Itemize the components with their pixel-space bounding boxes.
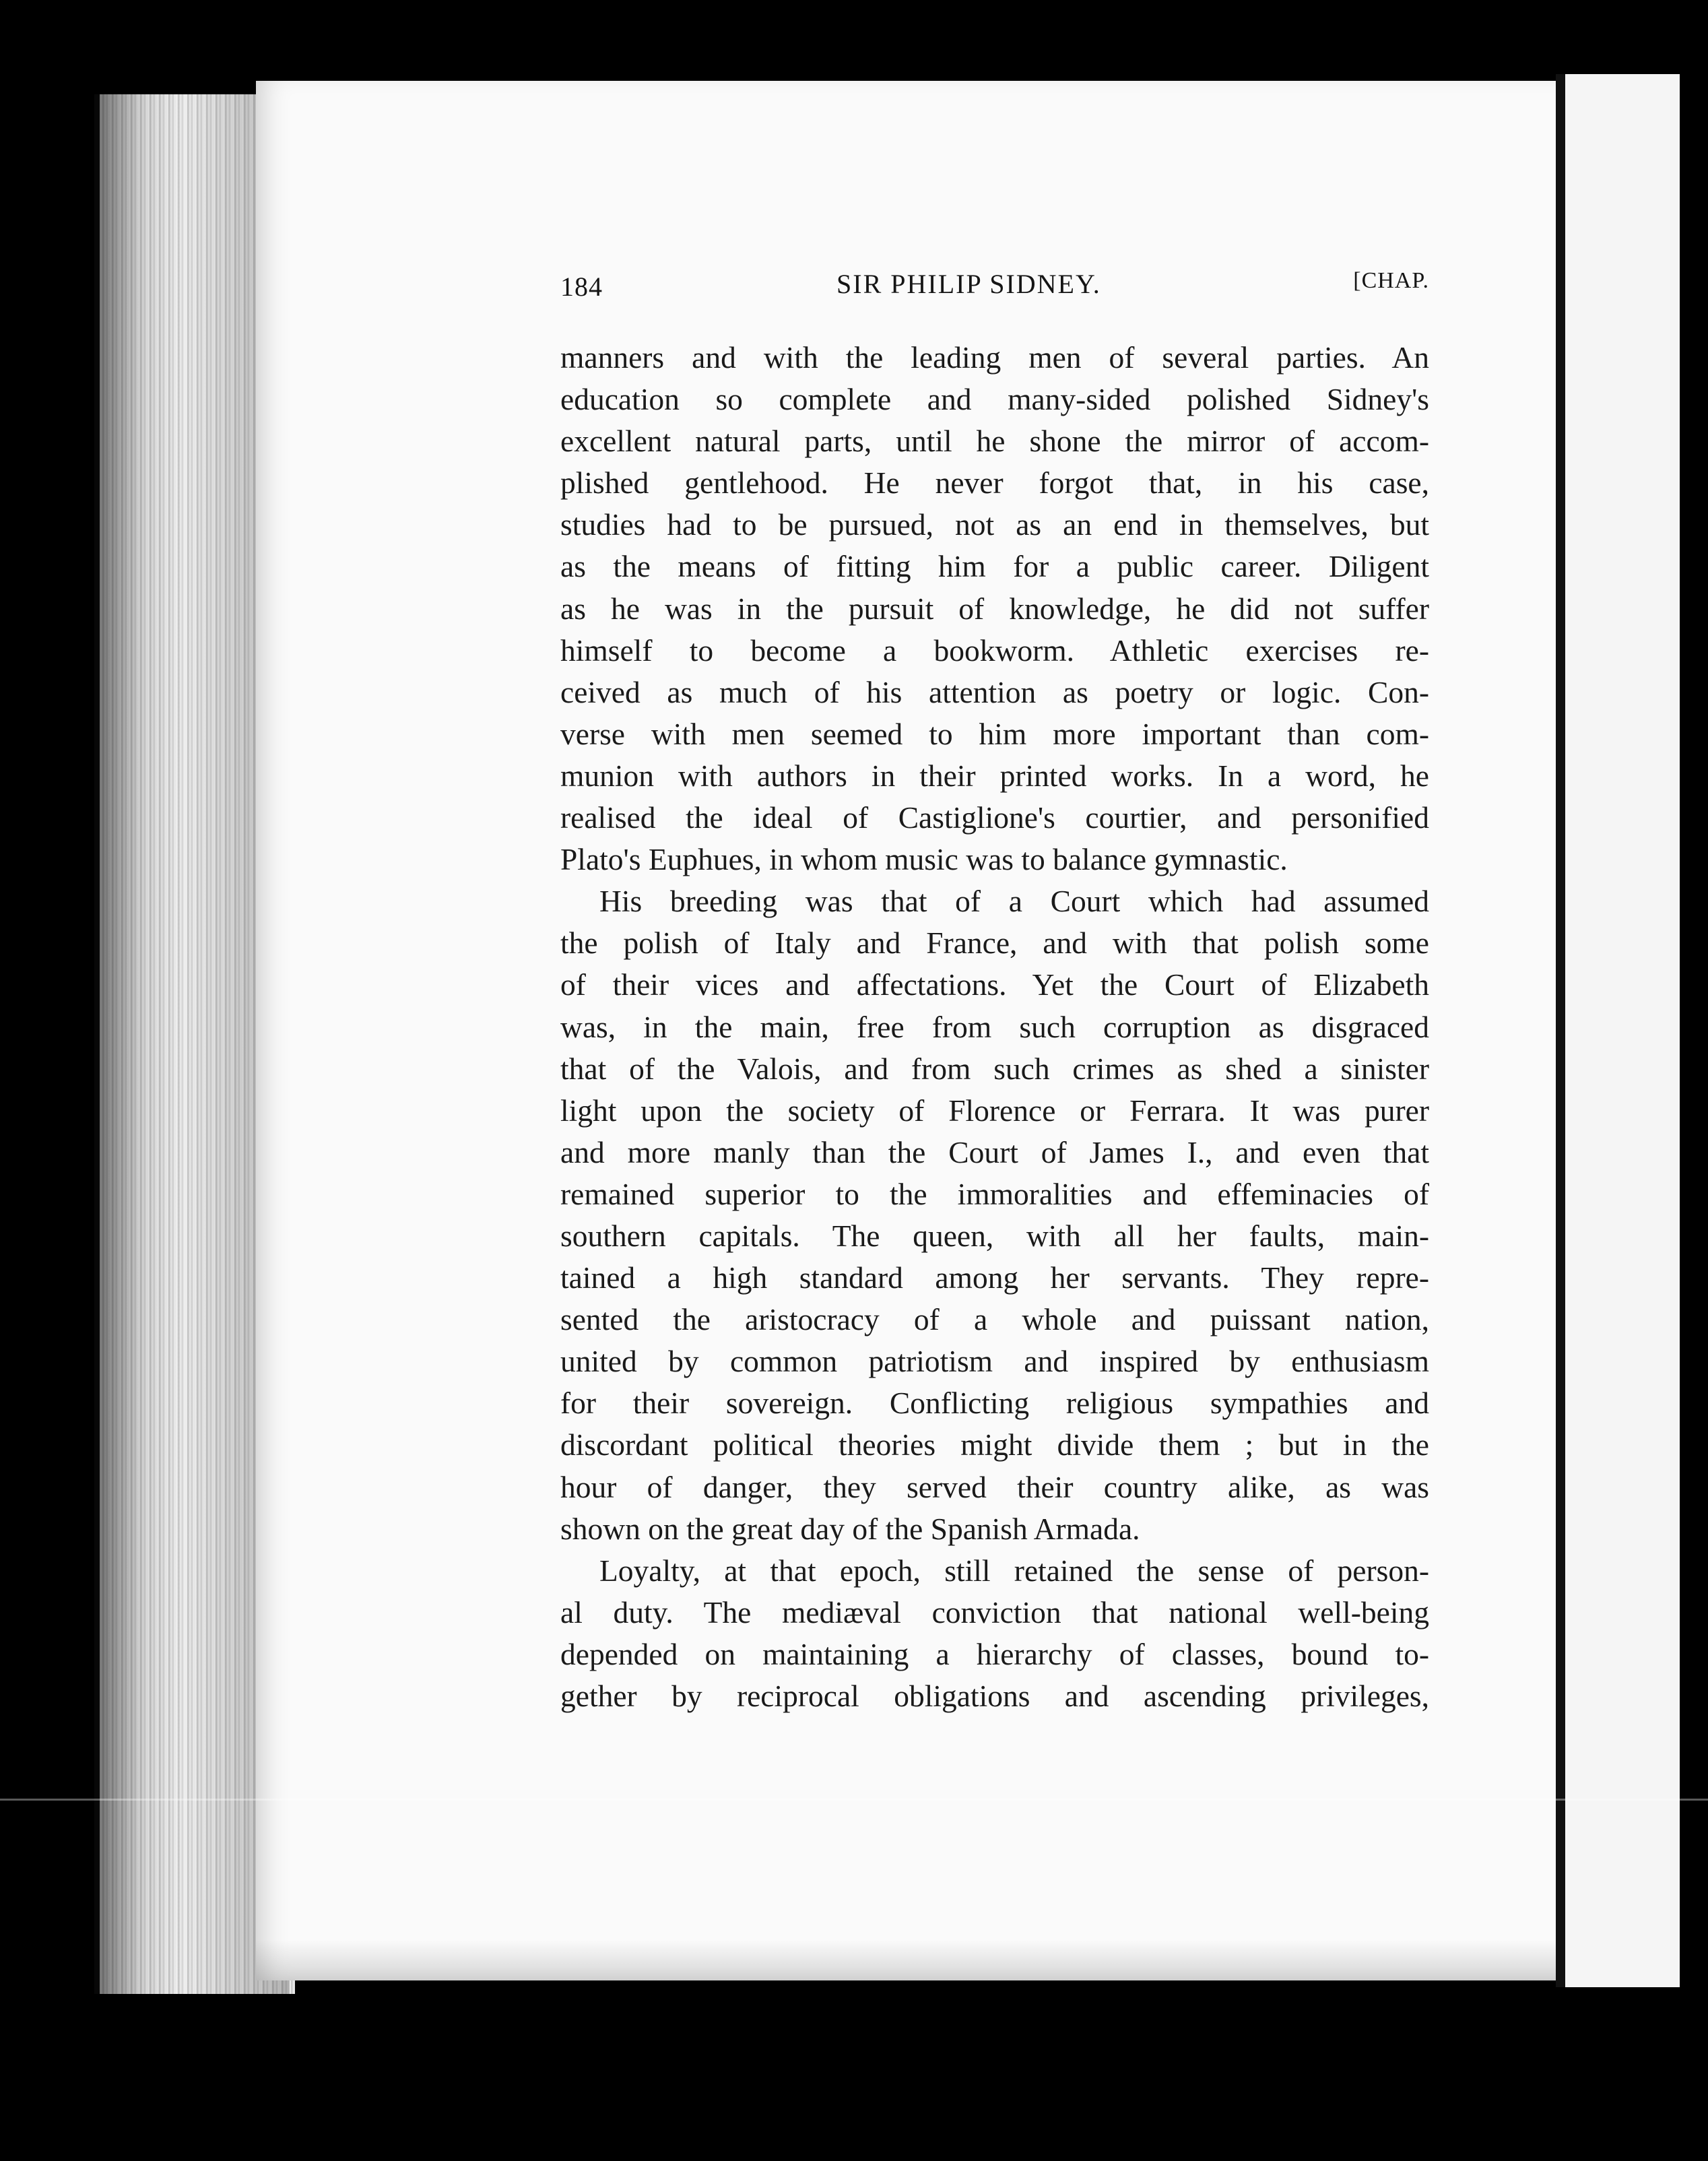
text-line: of their vices and affectations. Yet the Court of Elizabeth — [560, 967, 1429, 1002]
text-line: and more manly than the Court of James I., and even that — [560, 1134, 1429, 1169]
text-line: light upon the society of Florence or Ferrara. It was purer — [560, 1093, 1429, 1128]
text-line: excellent natural parts, until he shone the mirror of accom- — [560, 424, 1429, 459]
text-line: verse with men seemed to him more important than com- — [560, 716, 1429, 751]
text-line: that of the Valois, and from such crimes as shed a sinister — [560, 1051, 1429, 1086]
text-line: His breeding was that of a Court which had assumed — [599, 884, 1429, 919]
chapter-marker: [CHAP. — [1353, 268, 1429, 293]
running-head — [560, 261, 1429, 302]
text-line: as he was in the pursuit of knowledge, he did not suffer — [560, 591, 1429, 626]
page-number: 184 — [560, 271, 603, 302]
facing-page-edge — [1565, 74, 1680, 1987]
page-bottom-shadow — [256, 1940, 1556, 1980]
paragraph — [560, 337, 1429, 880]
paragraph — [560, 880, 1429, 1550]
text-line: manners and with the leading men of several parties. An — [560, 340, 1429, 375]
text-line: munion with authors in their printed works. In a word, he — [560, 758, 1429, 793]
text-line: shown on the great day of the Spanish Armada. — [560, 1511, 1140, 1546]
text-line: was, in the main, free from such corruption as disgraced — [560, 1009, 1429, 1044]
text-line: Plato's Euphues, in whom music was to balance gymnastic. — [560, 842, 1288, 877]
text-line: studies had to be pursued, not as an end in themselves, but — [560, 507, 1429, 542]
gutter-line — [1556, 74, 1565, 1987]
text-line: education so complete and many-sided polished Sidney's — [560, 382, 1429, 417]
running-title: SIR PHILIP SIDNEY. — [836, 269, 1101, 299]
text-line: plished gentlehood. He never forgot that, in his case, — [560, 465, 1429, 501]
text-line: al duty. The mediæval conviction that national well-being — [560, 1594, 1429, 1630]
text-line: united by common patriotism and inspired by enthusiasm — [560, 1344, 1429, 1379]
body-text — [560, 337, 1429, 1717]
text-line: tained a high standard among her servants. They repre- — [560, 1260, 1429, 1295]
text-line: himself to become a bookworm. Athletic exercises re- — [560, 633, 1429, 668]
text-line: sented the aristocracy of a whole and puissant nation, — [560, 1302, 1429, 1337]
text-line: hour of danger, they served their country alike, as was — [560, 1469, 1429, 1504]
page-text-block — [560, 261, 1429, 1717]
text-line: for their sovereign. Conflicting religious sympathies and — [560, 1386, 1429, 1421]
text-line: as the means of fitting him for a public career. Diligent — [560, 549, 1429, 584]
scan-artifact-line — [0, 1799, 1708, 1801]
text-line: southern capitals. The queen, with all her faults, main- — [560, 1218, 1429, 1253]
text-line: realised the ideal of Castiglione's courtier, and personified — [560, 800, 1429, 835]
text-line: ceived as much of his attention as poetry or logic. Con- — [560, 674, 1429, 709]
text-line: Loyalty, at that epoch, still retained the sense of person- — [599, 1553, 1429, 1588]
paragraph — [560, 1550, 1429, 1717]
text-line: depended on maintaining a hierarchy of classes, bound to- — [560, 1636, 1429, 1671]
text-line: remained superior to the immoralities and effeminacies of — [560, 1176, 1429, 1211]
text-line: discordant political theories might divide them ; but in the — [560, 1427, 1429, 1462]
text-line: the polish of Italy and France, and with that polish some — [560, 926, 1429, 961]
text-line: gether by reciprocal obligations and ascending privileges, — [560, 1679, 1429, 1713]
